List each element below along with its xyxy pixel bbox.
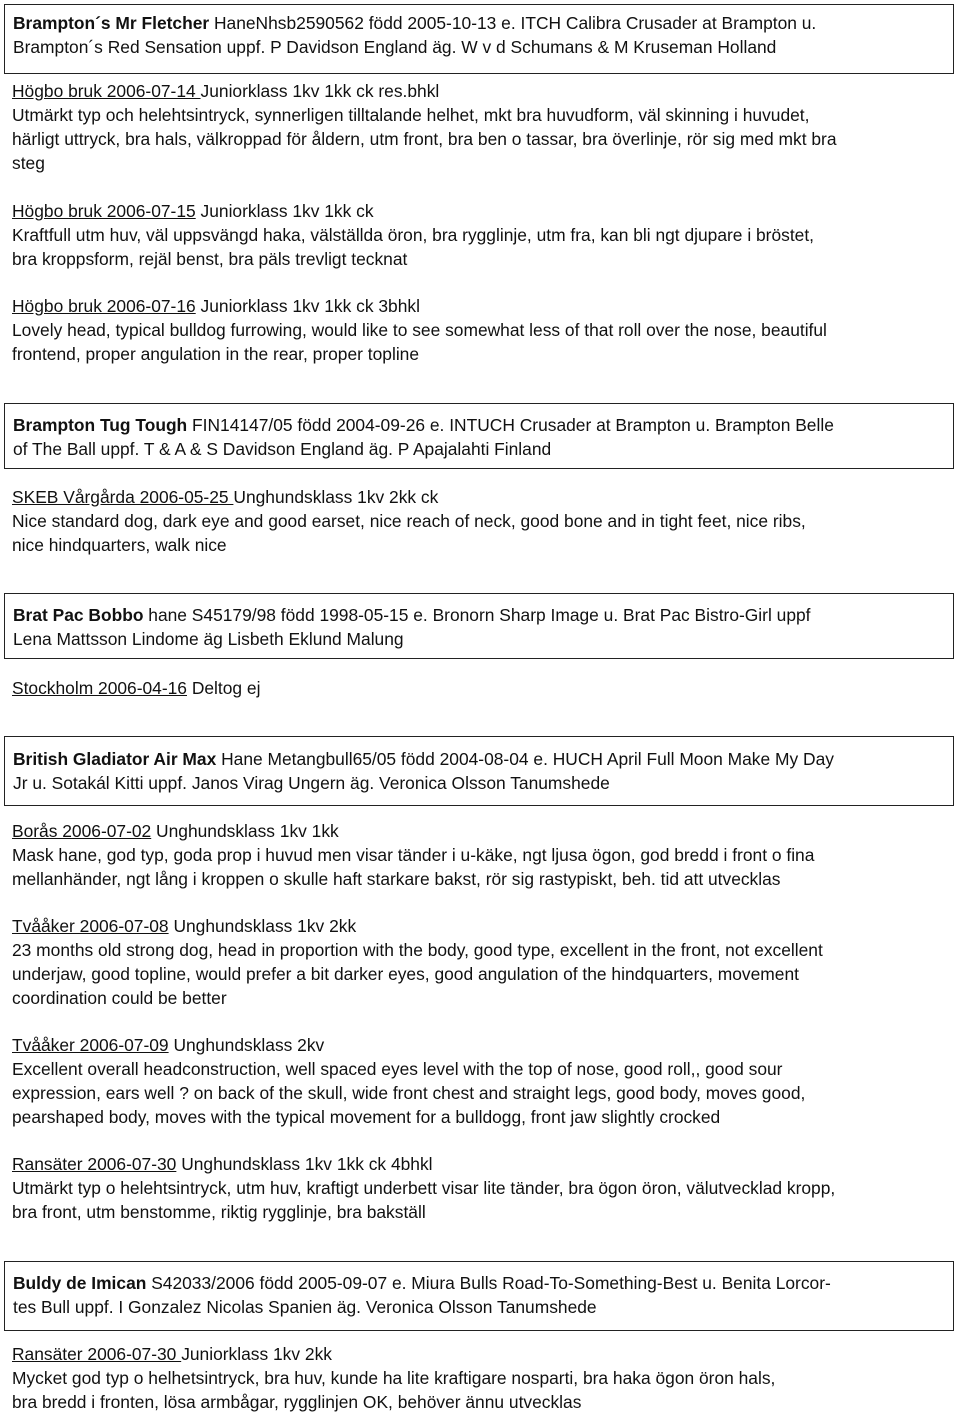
critique-line: Nice standard dog, dark eye and good earset, nice reach of neck, good bone and in tight feet, nice ribs, xyxy=(12,511,806,531)
dog-header-box xyxy=(4,1261,954,1331)
show-entry xyxy=(12,485,954,557)
critique-line: expression, ears well ? on back of the skull, wide front chest and straight legs, good body, moves good, xyxy=(12,1083,806,1103)
critique-line: frontend, proper angulation in the rear, proper topline xyxy=(12,344,420,364)
critique-line: steg xyxy=(12,153,45,173)
show-result: Juniorklass 1kv 1kk ck xyxy=(195,201,374,221)
dog-header-box xyxy=(4,593,954,659)
show-link[interactable]: SKEB Vårgårda 2006-05-25 xyxy=(12,487,234,507)
critique-line: Utmärkt typ och helehtsintryck, synnerligen tilltalande helhet, mkt bra huvudform, väl skinning i huvudet, xyxy=(12,105,810,125)
show-result: Juniorklass 1kv 1kk ck 3bhkl xyxy=(195,296,420,316)
dog-info: Hane Metangbull65/05 född 2004-08-04 e. HUCH April Full Moon Make My Day xyxy=(216,749,834,769)
show-result: Unghundsklass 1kv 1kk xyxy=(151,821,339,841)
dog-header-box xyxy=(4,403,954,469)
critique-line: Lovely head, typical bulldog furrowing, would like to see somewhat less of that roll over the nose, beautiful xyxy=(12,320,827,340)
dog-info-cont: Jr u. Sotakál Kitti uppf. Janos Virag Ungern äg. Veronica Olsson Tanumshede xyxy=(13,773,610,793)
dog-info: S42033/2006 född 2005-09-07 e. Miura Bulls Road-To-Something-Best u. Benita Lorcor- xyxy=(146,1273,831,1293)
critique-line: pearshaped body, moves with the typical movement for a bulldogg, front jaw slightly crocked xyxy=(12,1107,721,1127)
critique-line: bra front, utm benstomme, riktig rygglinje, bra bakställ xyxy=(12,1202,426,1222)
dog-name: Brat Pac Bobbo xyxy=(13,605,144,625)
critique-line: nice hindquarters, walk nice xyxy=(12,535,227,555)
critique-line: härligt uttryck, bra hals, välkroppad för åldern, utm front, bra ben o tassar, bra överlinje, rör sig med mkt bra xyxy=(12,129,837,149)
critique-line: bra kroppsform, rejäl benst, bra päls trevligt tecknat xyxy=(12,249,408,269)
show-entry xyxy=(12,79,954,175)
critique-line: Utmärkt typ o helehtsintryck, utm huv, kraftigt underbett visar lite tänder, bra ögon öron, välutvecklad kropp, xyxy=(12,1178,836,1198)
show-link[interactable]: Högbo bruk 2006-07-15 xyxy=(12,201,196,221)
critique-line: 23 months old strong dog, head in proportion with the body, good type, excellent in the front, not excellent xyxy=(12,940,823,960)
dog-info-cont: Brampton´s Red Sensation uppf. P Davidson England äg. W v d Schumans & M Kruseman Holland xyxy=(13,37,777,57)
critique-line: Mask hane, god typ, goda prop i huvud men visar tänder i u-käke, ngt ljusa ögon, god bredd i front o fina xyxy=(12,845,815,865)
dog-name: Brampton´s Mr Fletcher xyxy=(13,13,210,33)
show-entry xyxy=(12,199,954,271)
dog-header-box xyxy=(4,736,954,806)
dog-info: FIN14147/05 född 2004-09-26 e. INTUCH Crusader at Brampton u. Brampton Belle xyxy=(187,415,834,435)
show-link[interactable]: Ransäter 2006-07-30 xyxy=(12,1154,177,1174)
show-entry xyxy=(12,294,954,366)
critique-line: coordination could be better xyxy=(12,988,227,1008)
critique-line: mellanhänder, ngt lång i kroppen o skulle haft starkare bakst, rör sig rastypiskt, beh. tid att utvecklas xyxy=(12,869,781,889)
show-result: Juniorklass 1kv 1kk ck res.bhkl xyxy=(200,81,440,101)
dog-info: hane S45179/98 född 1998-05-15 e. Bronorn Sharp Image u. Brat Pac Bistro-Girl uppf xyxy=(143,605,811,625)
show-link[interactable]: Högbo bruk 2006-07-16 xyxy=(12,296,196,316)
dog-info-cont: of The Ball uppf. T & A & S Davidson England äg. P Apajalahti Finland xyxy=(13,439,552,459)
critique-line: bra bredd i fronten, lösa armbågar, rygglinjen OK, behöver ännu utvecklas xyxy=(12,1392,582,1412)
show-result: Deltog ej xyxy=(186,678,261,698)
show-entry xyxy=(12,1033,954,1129)
show-entry xyxy=(12,676,954,700)
dog-header-box xyxy=(4,4,954,74)
critique-line: Excellent overall headconstruction, well spaced eyes level with the top of nose, good roll,, good sour xyxy=(12,1059,783,1079)
show-result: Unghundsklass 1kv 1kk ck 4bhkl xyxy=(176,1154,433,1174)
show-entry xyxy=(12,914,954,1010)
show-result: Juniorklass 1kv 2kk xyxy=(181,1344,332,1364)
show-result: Unghundsklass 1kv 2kk ck xyxy=(233,487,439,507)
show-link[interactable]: Ransäter 2006-07-30 xyxy=(12,1344,182,1364)
dog-info-cont: tes Bull uppf. I Gonzalez Nicolas Spanien äg. Veronica Olsson Tanumshede xyxy=(13,1297,597,1317)
dog-name: British Gladiator Air Max xyxy=(13,749,217,769)
show-entry xyxy=(12,1152,954,1224)
show-entry xyxy=(12,819,954,891)
dog-name: Brampton Tug Tough xyxy=(13,415,188,435)
show-link[interactable]: Borås 2006-07-02 xyxy=(12,821,152,841)
dog-info-cont: Lena Mattsson Lindome äg Lisbeth Eklund Malung xyxy=(13,629,404,649)
show-entry xyxy=(12,1342,954,1414)
critique-line: Mycket god typ o helhetsintryck, bra huv, kunde ha lite kraftigare nosparti, bra haka ögon öron hals, xyxy=(12,1368,776,1388)
show-result: Unghundsklass 1kv 2kk xyxy=(168,916,357,936)
show-link[interactable]: Tvååker 2006-07-09 xyxy=(12,1035,169,1055)
show-link[interactable]: Högbo bruk 2006-07-14 xyxy=(12,81,201,101)
show-link[interactable]: Stockholm 2006-04-16 xyxy=(12,678,187,698)
critique-line: Kraftfull utm huv, väl uppsvängd haka, välställda öron, bra rygglinje, utm fra, kan bli ngt djupare i bröstet, xyxy=(12,225,815,245)
show-link[interactable]: Tvååker 2006-07-08 xyxy=(12,916,169,936)
show-result: Unghundsklass 2kv xyxy=(168,1035,325,1055)
critique-line: underjaw, good topline, would prefer a bit darker eyes, good angulation of the hindquarters, movement xyxy=(12,964,799,984)
dog-info: HaneNhsb2590562 född 2005-10-13 e. ITCH Calibra Crusader at Brampton u. xyxy=(209,13,817,33)
dog-name: Buldy de Imican xyxy=(13,1273,147,1293)
